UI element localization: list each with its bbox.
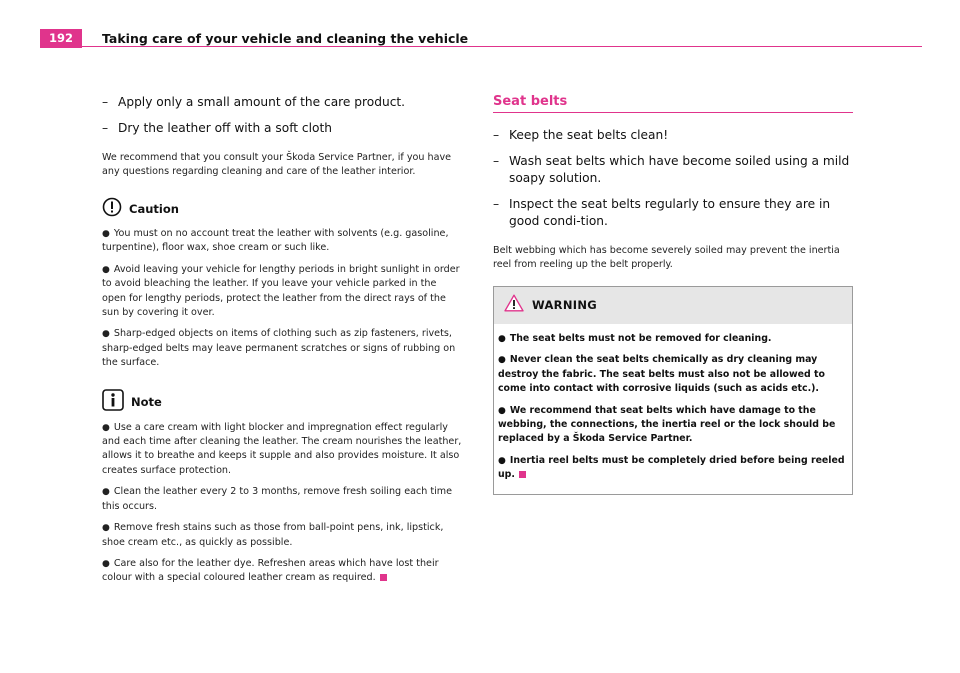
caution-label: Caution xyxy=(129,202,179,216)
caution-icon xyxy=(102,197,122,221)
caution-item: ● Avoid leaving your vehicle for lengthy periods in bright sunlight in order to avoid bleaching the leather. If you leave your vehicle parked in the open for lengthy periods, protect the leather from the direct rays of the sun by covering it over. xyxy=(102,263,460,319)
warning-item: ● The seat belts must not be removed for cleaning. xyxy=(498,333,772,344)
note-heading xyxy=(102,389,462,415)
note-item: ● Use a care cream with light blocker and impregnation effect regularly and each time after cleaning the leather. The cream nourishes the leather, allows it to breathe and keeps it supple and also provides moisture. It also creates surface protection. xyxy=(102,421,462,476)
caution-heading xyxy=(102,197,462,221)
step-item: – Wash seat belts which have become soiled using a mild soapy solution. xyxy=(493,154,850,185)
note-icon xyxy=(102,389,124,415)
body-paragraph: Belt webbing which has become severely soiled may prevent the inertia reel from reeling up the belt properly. xyxy=(493,245,840,270)
note-item: ● Care also for the leather dye. Refreshen areas which have lost their colour with a special coloured leather cream as required. xyxy=(102,557,439,584)
section-end-mark xyxy=(519,471,526,478)
header-rule xyxy=(82,46,922,47)
step-item: – Inspect the seat belts regularly to ensure they are in good condi-tion. xyxy=(493,197,831,228)
step-item: – Apply only a small amount of the care product. xyxy=(102,95,406,109)
right-column xyxy=(493,94,853,495)
warning-triangle-icon xyxy=(504,294,524,316)
left-column xyxy=(102,94,462,593)
warning-box xyxy=(493,286,853,495)
section-title: Seat belts xyxy=(493,94,853,113)
body-paragraph: We recommend that you consult your Škoda Service Partner, if you have any questions regarding cleaning and care of the leather interior. xyxy=(102,152,452,177)
page-header-title: Taking care of your vehicle and cleaning the vehicle xyxy=(102,31,469,46)
warning-label: WARNING xyxy=(532,298,597,312)
note-item: ● Remove fresh stains such as those from ball-point pens, ink, lipstick, shoe cream etc., as quickly as possible. xyxy=(102,522,444,548)
warning-item: ● We recommend that seat belts which have damage to the webbing, the connections, the inertia reel or the lock should be replaced by a Škoda Service Partner. xyxy=(498,404,836,445)
step-item: – Keep the seat belts clean! xyxy=(493,128,669,142)
caution-item: ● You must on no account treat the leather with solvents (e.g. gasoline, turpentine), floor wax, shoe cream or such like. xyxy=(102,228,449,254)
step-item: – Dry the leather off with a soft cloth xyxy=(102,121,332,135)
note-label: Note xyxy=(131,394,162,409)
warning-heading xyxy=(494,287,852,324)
warning-item: ● Never clean the seat belts chemically as dry cleaning may destroy the fabric. The seat belts must also not be allowed to come into contact with corrosive liquids (such as acids etc.). xyxy=(498,354,825,395)
section-end-mark xyxy=(380,574,387,581)
caution-item: ● Sharp-edged objects on items of clothing such as zip fasteners, rivets, sharp-edged belts may leave permanent scratches or signs of rubbing on the surface. xyxy=(102,328,456,369)
page-number: 192 xyxy=(40,29,82,48)
warning-item: ● Inertia reel belts must be completely dried before being reeled up. xyxy=(498,454,845,481)
note-item: ● Clean the leather every 2 to 3 months, remove fresh soiling each time this occurs. xyxy=(102,486,453,512)
